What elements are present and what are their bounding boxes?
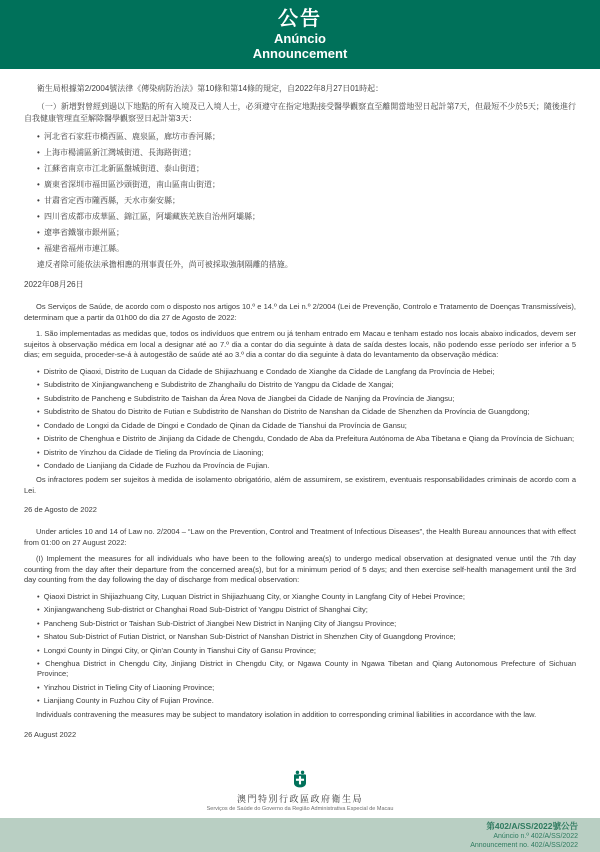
bullet-icon: • <box>37 196 40 205</box>
area-list-item <box>37 243 576 254</box>
bullet-icon: • <box>37 244 40 253</box>
area-list-item-text: 四川省成都市成華區、錦江區，阿壩藏族羌族自治州阿壩縣； <box>41 212 261 221</box>
announcement-header <box>0 0 600 69</box>
area-list-item-text: 甘肅省定西市隴西縣，天水市秦安縣； <box>41 196 181 205</box>
bullet-icon: • <box>37 618 40 628</box>
area-list-item <box>37 195 576 206</box>
area-list-item-text: Condado de Longxi da Cidade de Dingxi e Condado de Qinan da Cidade de Tianshui da Província de Gansu; <box>41 420 407 430</box>
area-list-item-text: Subdistrito de Shatou do Distrito de Futian e Subdistrito de Nanshan do Distrito de Nanshan da Cidade de Shenzhen da Província de Guangdong; <box>41 407 530 416</box>
bullet-icon: • <box>37 461 40 470</box>
bullet-icon: • <box>37 407 40 416</box>
area-list-item <box>37 434 576 444</box>
pt-penalty-note: Os infractores podem ser sujeitos à medida de isolamento obrigatório, além de assumirem, se existirem, eventuais responsabilidades criminais de acordo com a Lei. <box>24 475 576 495</box>
document-body <box>0 69 600 770</box>
area-list-item-text: 河北省石家莊市橋西區、鹿泉區，廊坊市香河縣； <box>41 132 221 141</box>
area-list-item-text: Yinzhou District in Tieling City of Liaoning Province; <box>41 682 215 692</box>
pt-area-list <box>24 367 576 472</box>
area-list-item-text: Qiaoxi District in Shijiazhuang City, Luquan District in Shijiazhuang City, or Xianghe County in Langfang City of Hebei Province; <box>41 591 465 601</box>
zh-penalty-note: 違反者除可能依法承擔相應的刑事責任外，尚可被採取強制隔離的措施。 <box>36 260 293 269</box>
area-list-item <box>37 131 576 142</box>
area-list-item <box>37 696 576 706</box>
bullet-icon: • <box>37 164 40 173</box>
area-list-item <box>37 407 576 417</box>
area-list-item-text: Condado de Lianjiang da Cidade de Fuzhou da Província de Fujian. <box>41 461 270 470</box>
pt-date: 26 de Agosto de 2022 <box>24 505 97 514</box>
area-list-item <box>37 683 576 693</box>
bullet-icon: • <box>37 682 40 692</box>
area-list-item <box>37 605 576 615</box>
area-list-item-text: Pancheng Sub-District or Taishan Sub-District of Jiangbei New District in Nanjing City of Jiangsu Province; <box>41 618 397 628</box>
reference-number-pt: Anúncio n.º 402/A/SS/2022 <box>493 833 578 840</box>
area-list-item-text: Distrito de Yinzhou da Cidade de Tieling da Província de Liaoning; <box>41 447 264 457</box>
area-list-item <box>37 227 576 238</box>
pt-measure-paragraph: 1. São implementadas as medidas que, todos os indivíduos que entrem ou já tenham entrado em Macau e tenham estado nos locais abaixo indicados, devem ser sujeitos à observação médica em local a designar até ao 7.º dia a contar do dia seguinte à data de saída destes locais, não podendo esse período ser inferior a 5 dias; em seguida, proceder-se-á à autogestão de saúde até ao 3.º dia a contar do dia seguinte à data do levantamento da observação médica: <box>24 329 576 359</box>
area-list-item <box>37 448 576 458</box>
area-list-item <box>37 211 576 222</box>
en-area-list <box>24 592 576 707</box>
health-bureau-logo-icon <box>291 770 309 793</box>
en-date: 26 August 2022 <box>24 729 77 739</box>
area-list-item <box>37 619 576 629</box>
area-list-item <box>37 659 576 679</box>
section-chinese <box>24 83 576 290</box>
bullet-icon: • <box>37 180 40 189</box>
pt-legal-basis: Os Serviços de Saúde, de acordo com o disposto nos artigos 10.º e 14.º da Lei n.º 2/2004 (Lei de Prevenção, Controlo e Tratamento de Doenças Transmissíveis), determinam que a partir da 01h00 do dia 27 de Agosto de 2022: <box>24 302 576 322</box>
area-list-item <box>37 367 576 377</box>
bullet-icon: • <box>37 696 40 705</box>
area-list-item <box>37 421 576 431</box>
bullet-icon: • <box>37 132 40 141</box>
health-bureau-signature <box>0 770 600 818</box>
section-english <box>24 527 576 740</box>
zh-area-list <box>24 131 576 254</box>
bullet-icon: • <box>37 632 40 641</box>
area-list-item <box>37 394 576 404</box>
area-list-item <box>37 646 576 656</box>
en-penalty-note: Individuals contravening the measures may be subject to mandatory isolation in addition to corresponding criminal liabilities in accordance with the law. <box>36 710 537 719</box>
bullet-icon: • <box>37 228 40 237</box>
page-title-en: Announcement <box>252 46 348 61</box>
area-list-item-text: 江蘇省南京市江北新區盤城街道、泰山街道； <box>41 164 205 173</box>
zh-legal-basis: 衛生局根據第2/2004號法律《傳染病防治法》第10條和第14條的規定，自2022年8月27日01時起： <box>36 84 384 93</box>
section-portuguese <box>24 302 576 515</box>
area-list-item <box>37 380 576 390</box>
area-list-item-text: Chenghua District in Chengdu City, Jinjiang District in Chengdu City, or Ngawa County in Ngawa Tibetan and Qiang Autonomous Prefecture of Sichuan Province; <box>37 659 576 678</box>
area-list-item-text: Subdistrito de Xinjiangwancheng e Subdistrito de Zhanghailu do Distrito de Yangpu da Cidade de Xangai; <box>41 380 394 389</box>
page-title-pt: Anúncio <box>274 31 326 46</box>
area-list-item-text: 遼寧省鐵嶺市銀州區； <box>41 228 125 237</box>
zh-date: 2022年08月26日 <box>24 280 84 289</box>
bullet-icon: • <box>37 393 40 403</box>
bullet-icon: • <box>37 380 40 389</box>
area-list-item-text: Shatou Sub-District of Futian District, or Nanshan Sub-District of Nanshan District in Shenzhen City of Guangdong Province; <box>41 632 456 641</box>
page-title-zh: 公告 <box>278 8 322 30</box>
bullet-icon: • <box>37 659 40 668</box>
area-list-item-text: Subdistrito de Pancheng e Subdistrito de Taishan da Área Nova de Jiangbei da Cidade de Nanjing da Província de Jiangsu; <box>41 393 455 403</box>
zh-measure-paragraph: （一）新增對曾經到過以下地點的所有入境及已入境人士，必須遵守在指定地點接受醫學觀察直至離開當地翌日起計第7天，但最短不少於5天；隨後進行自我健康管理直至解除醫學觀察翌日起計第3天： <box>24 102 576 123</box>
area-list-item-text: 廣東省深圳市福田區沙頭街道，南山區南山街道； <box>41 180 221 189</box>
bullet-icon: • <box>37 420 40 430</box>
bullet-icon: • <box>37 434 40 443</box>
area-list-item <box>37 592 576 602</box>
area-list-item <box>37 147 576 158</box>
area-list-item-text: Distrito de Qiaoxi, Distrito de Luquan da Cidade de Shijiazhuang e Condado de Xianghe da Cidade de Langfang da Província de Hebei; <box>41 366 495 376</box>
bullet-icon: • <box>37 148 40 157</box>
area-list-item-text: 上海市楊浦區新江灣城街道、長海路街道； <box>41 148 197 157</box>
area-list-item-text: 福建省福州市連江縣。 <box>41 244 125 253</box>
bullet-icon: • <box>37 605 40 614</box>
area-list-item-text: Xinjiangwancheng Sub-district or Changhai Road Sub-District of Yangpu District of Shanghai City; <box>41 605 368 614</box>
en-legal-basis: Under articles 10 and 14 of Law no. 2/2004 – “Law on the Prevention, Control and Treatment of Infectious Diseases”, the Health Bureau announces that with effect from 01:00 on 27 August 2022: <box>24 527 576 547</box>
reference-footer <box>0 818 600 852</box>
en-measure-paragraph: (I) Implement the measures for all individuals who have been to the following area(s) to undergo medical observation at designated venue until the 7th day counting from the day after their departure from the concerned area(s), but for a minimum period of 5 days; and then exercise self-health management until the 3rd day counting from the day following the day of discharge from medical observation: <box>24 554 576 584</box>
area-list-item-text: Lianjiang County in Fuzhou City of Fujian Province. <box>41 696 214 705</box>
bullet-icon: • <box>37 366 40 376</box>
area-list-item <box>37 179 576 190</box>
area-list-item-text: Longxi County in Dingxi City, or Qin'an County in Tianshui City of Gansu Province; <box>41 645 316 655</box>
org-name-pt: Serviços de Saúde do Governo da Região Administrativa Especial de Macau <box>206 806 394 812</box>
bullet-icon: • <box>37 645 40 655</box>
area-list-item <box>37 163 576 174</box>
area-list-item <box>37 632 576 642</box>
reference-number-zh: 第402/A/SS/2022號公告 <box>486 821 578 831</box>
bullet-icon: • <box>37 212 40 221</box>
bullet-icon: • <box>37 591 40 601</box>
org-name-zh: 澳門特別行政區政府衛生局 <box>236 794 363 804</box>
reference-number-en: Announcement no. 402/A/SS/2022 <box>470 842 578 849</box>
area-list-item <box>37 461 576 471</box>
area-list-item-text: Distrito de Chenghua e Distrito de Jinjiang da Cidade de Chengdu, Condado de Aba da Prefeitura Autónoma de Aba Tibetana e Qiang da Província de Sichuan; <box>41 434 575 443</box>
bullet-icon: • <box>37 447 40 457</box>
